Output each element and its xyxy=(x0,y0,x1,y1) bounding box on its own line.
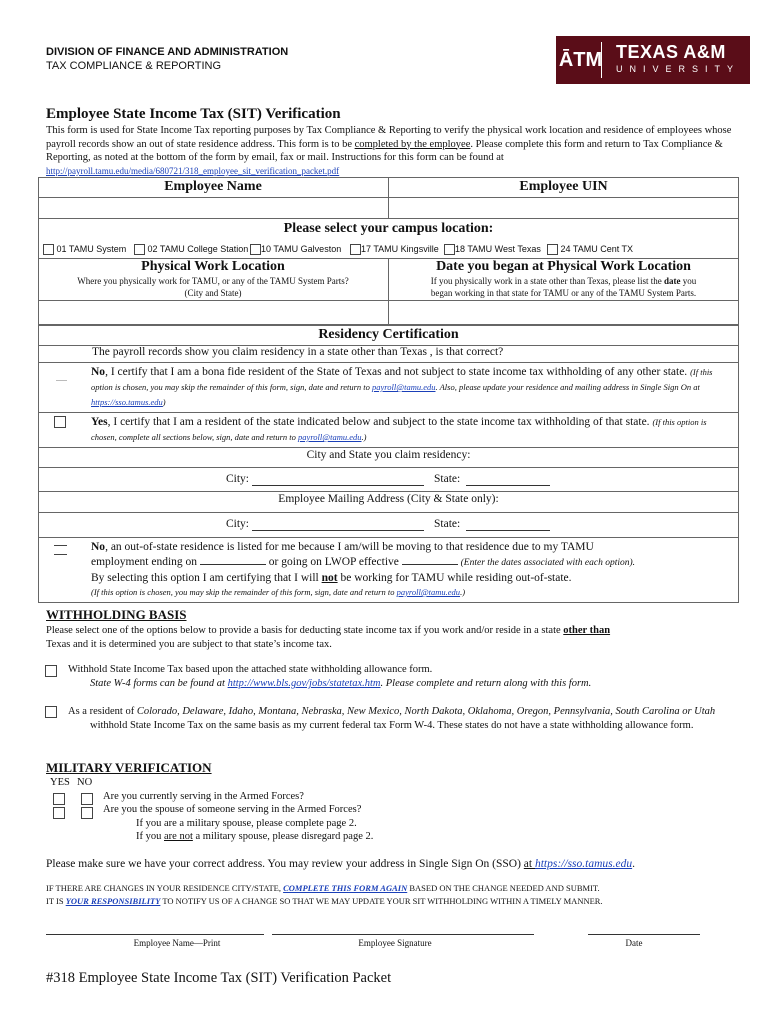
employee-name-field[interactable] xyxy=(40,199,386,217)
employee-uin-header: Employee UIN xyxy=(519,179,608,194)
military-q1-no-checkbox[interactable] xyxy=(81,793,93,805)
date-line[interactable] xyxy=(588,934,700,935)
campus-option-18[interactable]: 18 TAMU West Texas xyxy=(444,244,541,255)
military-q1-yes-checkbox[interactable] xyxy=(53,793,65,805)
withholding-heading: WITHHOLDING BASIS xyxy=(46,607,187,622)
payroll-email-link-2[interactable]: payroll@tamu.edu xyxy=(298,432,362,442)
claim-state-field[interactable] xyxy=(466,476,550,486)
withhold-federal-basis-checkbox[interactable] xyxy=(45,706,57,718)
logo-line-1: TEXAS A&M xyxy=(616,42,726,62)
sso-link[interactable]: https://sso.tamus.edu xyxy=(91,397,163,407)
checkbox-icon xyxy=(43,244,54,255)
address-note: Please make sure we have your correct address. You may review your address in Single Sign On (SSO) at https://sso.tamus.edu. xyxy=(46,858,635,870)
mailing-state-field[interactable] xyxy=(466,521,550,531)
sso-link-footer[interactable]: https://sso.tamus.edu xyxy=(534,858,633,870)
military-q2-yes-checkbox[interactable] xyxy=(53,807,65,819)
campus-option-01[interactable]: 01 TAMU System xyxy=(43,244,126,255)
payroll-email-link[interactable]: payroll@tamu.edu xyxy=(372,382,436,392)
claim-city-label: City: xyxy=(226,473,250,485)
checkbox-icon xyxy=(134,244,145,255)
logo-line-2: UNIVERSITY xyxy=(616,64,741,74)
name-print-line[interactable] xyxy=(46,934,264,935)
division-title: DIVISION OF FINANCE AND ADMINISTRATION xyxy=(46,46,289,58)
military-sub2: If you are not a military spouse, please disregard page 2. xyxy=(136,831,374,842)
claim-state-label: State: xyxy=(434,473,461,485)
claim-city-field[interactable] xyxy=(252,476,424,486)
military-heading: MILITARY VERIFICATION xyxy=(46,760,212,775)
change-notice-1: IF THERE ARE CHANGES IN YOUR RESIDENCE CITY/STATE, COMPLETE THIS FORM AGAIN BASED ON THE CHANGE NEEDED AND SUBMIT. xyxy=(46,883,600,893)
mailing-city-label: City: xyxy=(226,518,250,530)
employment-end-date-field[interactable] xyxy=(200,555,266,565)
city-state-claim-label: City and State you claim residency: xyxy=(306,449,471,461)
form-intro: This form is used for State Income Tax reporting purposes by Tax Compliance & Reporting to verify the physical work location and residence of employees whose payroll records show an out of state residence address. This form is to be completed by the employee. Please complete this form and return to Tax Compliance & Reporting, as noted at the bottom of the form by email, fax or mail. Instructions for this form can be found at http://payroll.tamu.edu/media/680721/318_employee_sit_verification_packet.pdf xyxy=(46,125,732,176)
change-notice-2: IT IS YOUR RESPONSIBILITY TO NOTIFY US OF A CHANGE SO THAT WE MAY UPDATE YOUR SIT WITHHOLDING WITHIN A TIMELY MANNER. xyxy=(46,896,603,906)
tamu-logo xyxy=(556,36,750,84)
mailing-address-label: Employee Mailing Address (City & State only): xyxy=(278,493,499,505)
mailing-state-label: State: xyxy=(434,518,461,530)
campus-option-17[interactable]: 17 TAMU Kingsville xyxy=(350,244,439,255)
military-q2: Are you the spouse of someone serving in the Armed Forces? xyxy=(103,804,362,815)
residency-question: The payroll records show you claim residency in a state other than Texas , is that correct? xyxy=(92,346,504,358)
option-no-moving-checkbox[interactable] xyxy=(54,545,67,555)
employee-uin-field[interactable] xyxy=(390,199,737,217)
campus-option-24[interactable]: 24 TAMU Cent TX xyxy=(547,244,633,255)
date-began-header: Date you began at Physical Work Location xyxy=(436,259,691,274)
payroll-email-link-3[interactable]: payroll@tamu.edu xyxy=(396,587,461,597)
checkbox-icon xyxy=(547,244,558,255)
date-began-desc-1: If you physically work in a state other than Texas, please list the date you xyxy=(430,276,697,286)
checkbox-icon xyxy=(250,244,261,255)
military-q2-no-checkbox[interactable] xyxy=(81,807,93,819)
instructions-link[interactable]: http://payroll.tamu.edu/media/680721/318_employee_sit_verification_packet.pdf xyxy=(46,165,340,176)
withhold-federal-basis-text: As a resident of Colorado, Delaware, Idaho, Montana, Nebraska, New Mexico, North Dakota, Oklahoma, Oregon, Pennsylvania, South Carolina or Utah withhold State Income Tax on the same basis as my current federal tax Form W-4. These states do not have a state withholding allowance form. xyxy=(68,706,716,731)
checkbox-icon xyxy=(444,244,455,255)
statetax-link[interactable]: http://www.bls.gov/jobs/statetax.htm xyxy=(227,678,381,689)
option-no-texas-checkbox[interactable] xyxy=(56,380,67,381)
option-yes-text: Yes, I certify that I am a resident of the state indicated below and subject to the state income tax withholding of that state. (If this option is chosen, complete all sections below, sign, date and return to payroll@tamu.edu.) xyxy=(91,416,707,442)
form-title: Employee State Income Tax (SIT) Verification xyxy=(46,106,341,122)
physical-work-location-header: Physical Work Location xyxy=(141,259,285,274)
physical-work-desc-1: Where you physically work for TAMU, or any of the TAMU System Parts? xyxy=(77,276,349,286)
military-sub1: If you are a military spouse, please complete page 2. xyxy=(136,818,357,829)
checkbox-icon xyxy=(350,244,361,255)
option-yes-checkbox[interactable] xyxy=(54,416,66,428)
sig-name-label: Employee Name—Print xyxy=(133,938,221,948)
campus-heading: Please select your campus location: xyxy=(283,221,494,236)
physical-work-location-field[interactable] xyxy=(40,302,386,324)
date-began-desc-2: began working in that state for TAMU or any of the TAMU System Parts. xyxy=(430,288,697,298)
sig-signature-label: Employee Signature xyxy=(358,938,432,948)
lwop-date-field[interactable] xyxy=(402,555,458,565)
campus-option-02[interactable]: 02 TAMU College Station xyxy=(134,244,248,255)
military-no-label: NO xyxy=(77,777,93,788)
withhold-state-form-text: Withhold State Income Tax based upon the attached state withholding allowance form. State W-4 forms can be found at http://www.bls.gov/jobs/statetax.htm. Please complete and return along with this form. xyxy=(68,664,592,689)
military-q1: Are you currently serving in the Armed Forces? xyxy=(103,791,304,802)
sig-date-label: Date xyxy=(625,938,643,948)
tamu-mark-icon: ĀTM xyxy=(566,42,602,78)
department-title: TAX COMPLIANCE & REPORTING xyxy=(46,60,222,72)
withholding-desc: Please select one of the options below to provide a basis for deducting state income tax if you work and/or reside in a state other than Texas and it is determined you are subject to that state’s income tax. xyxy=(46,625,611,650)
option-no-texas-text: No, I certify that I am a bona fide resident of the State of Texas and not subject to state income tax withholding of any other state. (If this option is chosen, you may skip the remainder of this form, sign, date and return to payroll@tamu.edu. Also, please update your residence and mailing address in Single Sign On at https://sso.tamus.edu) xyxy=(91,366,713,407)
physical-work-desc-2: (City and State) xyxy=(184,288,242,298)
residency-heading: Residency Certification xyxy=(318,327,459,342)
mailing-city-field[interactable] xyxy=(252,521,424,531)
option-no-moving-text: No, an out-of-state residence is listed for me because I am/will be moving to that residence due to my TAMU employment ending on or going on LWOP effective (Enter the dates associated with each option). By selecting this option I am certifying that I will not be working for TAMU while residing out-of-state. (If this option is chosen, you may skip the remainder of this form, sign, date and return to payroll@tamu.edu.) xyxy=(91,541,636,597)
signature-line[interactable] xyxy=(272,934,534,935)
campus-option-10[interactable]: 10 TAMU Galveston xyxy=(250,244,341,255)
date-began-field[interactable] xyxy=(390,302,737,324)
military-yes-label: YES xyxy=(50,777,70,788)
employee-name-header: Employee Name xyxy=(164,179,262,194)
withhold-state-form-checkbox[interactable] xyxy=(45,665,57,677)
packet-title: #318 Employee State Income Tax (SIT) Verification Packet xyxy=(46,970,392,986)
